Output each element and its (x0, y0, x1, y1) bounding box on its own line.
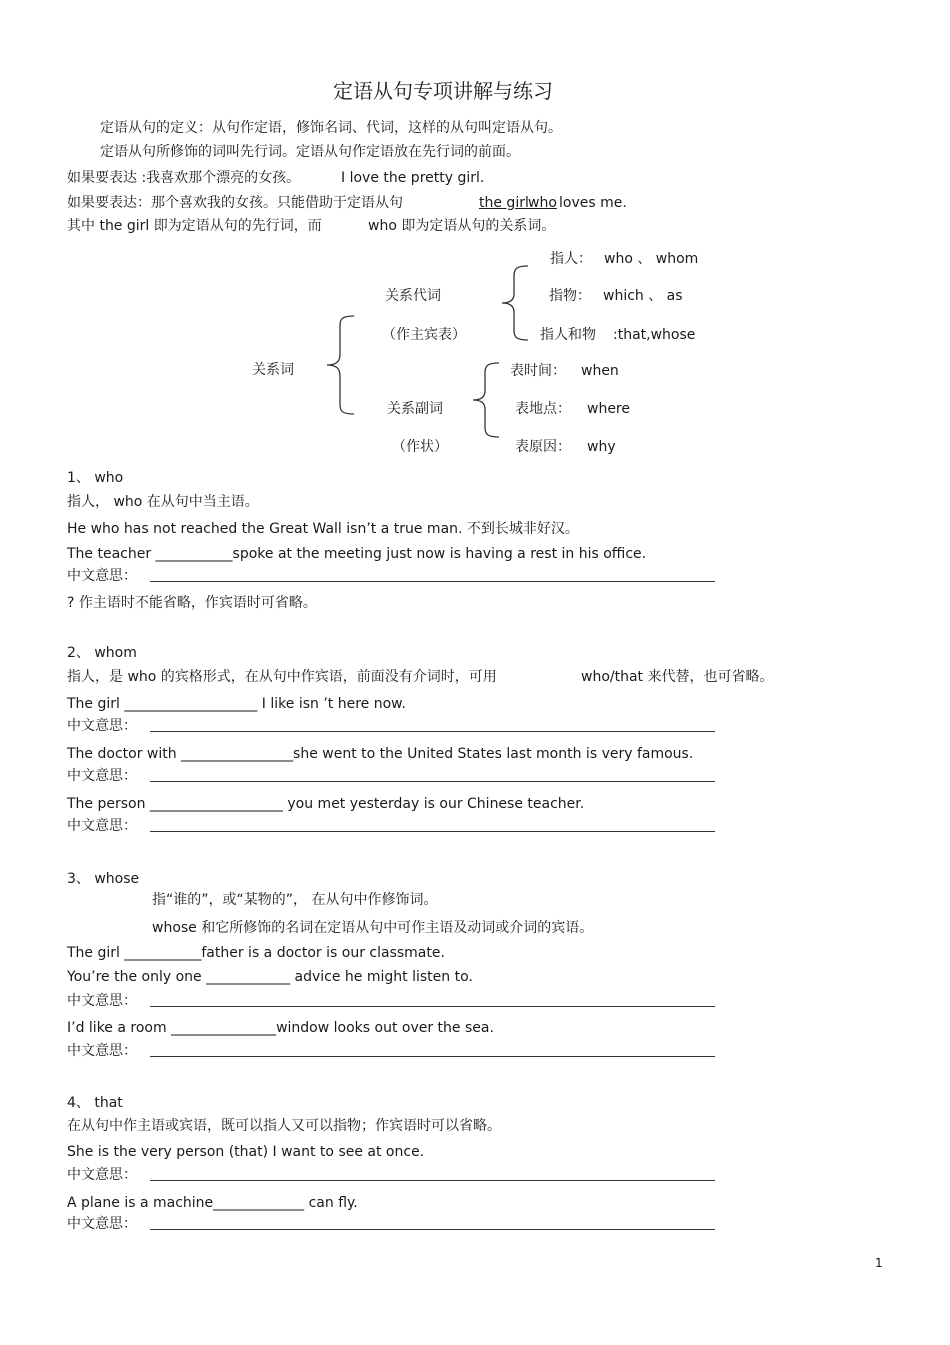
section3-rule1: 指“谁的”，或“某物的”， 在从句中作修饰词。 (152, 892, 438, 908)
section3-exercise3: I’d like a room _______________window looks out over the sea. (67, 1020, 494, 1036)
diagram-pron-role: （作主宾表） (382, 327, 466, 343)
section4-heading: 4、 that (67, 1095, 123, 1111)
section1-heading: 1、 who (67, 470, 124, 486)
section2-exercise2: The doctor with ________________she went to the United States last month is very famous. (67, 746, 694, 762)
section4-exercise2: A plane is a machine_____________ can fly. (67, 1195, 358, 1211)
answer-line[interactable] (150, 1006, 715, 1007)
answer-line[interactable] (150, 781, 715, 782)
explain-a: 其中 the girl 即为定语从句的先行词，而 (67, 218, 322, 234)
zh-label: 中文意思： (67, 1167, 137, 1183)
adv-item-value: where (587, 401, 630, 417)
pron-item-value: :that,whose (613, 327, 696, 343)
example2-girl: the girl (479, 195, 529, 211)
diagram-adv-role: （作状） (392, 439, 448, 455)
example2-end: loves me. (559, 195, 627, 211)
answer-line[interactable] (150, 1180, 715, 1181)
adv-item-key: 表地点： (515, 401, 571, 417)
section2-exercise1: The girl ___________________ I like isn ’t here now. (67, 696, 406, 712)
diagram-pron-label: 关系代词 (385, 288, 441, 304)
page-number: 1 (875, 1256, 883, 1270)
example2-zh: 如果要表达：那个喜欢我的女孩。只能借助于定语从句 (67, 195, 403, 211)
adv-item-value: when (581, 363, 619, 379)
example1-zh: 如果要表达 :我喜欢那个漂亮的女孩。 (67, 170, 301, 186)
section1-rule: 指人， who 在从句中当主语。 (67, 494, 259, 510)
diagram-root: 关系词 (252, 362, 294, 378)
brace-pron-icon (496, 264, 532, 342)
answer-line[interactable] (150, 1229, 715, 1230)
zh-label: 中文意思： (67, 993, 137, 1009)
example1-en: I love the pretty girl. (341, 170, 485, 186)
pron-item-key: 指人： (550, 251, 592, 267)
example2-who: who (528, 195, 557, 211)
section3-rule2: whose 和它所修饰的名词在定语从句中可作主语及动词或介词的宾语。 (152, 920, 594, 936)
adv-item-key: 表时间： (510, 363, 566, 379)
zh-label: 中文意思： (67, 1216, 137, 1232)
section3-exercise2: You’re the only one ____________ advice he might listen to. (67, 969, 473, 985)
page-title: 定语从句专项讲解与练习 (333, 79, 553, 103)
brace-adv-icon (467, 361, 503, 439)
section1-note: ? 作主语时不能省略，作宾语时可省略。 (67, 595, 317, 611)
answer-line[interactable] (150, 581, 715, 582)
answer-line[interactable] (150, 731, 715, 732)
pron-item-key: 指人和物 (540, 327, 596, 343)
section2-exercise3: The person ___________________ you met yesterday is our Chinese teacher. (67, 796, 585, 812)
adv-item-key: 表原因： (515, 439, 571, 455)
zh-label: 中文意思： (67, 768, 137, 784)
pron-item-value: who 、 whom (604, 251, 699, 267)
section1-example: He who has not reached the Great Wall isn’t a true man. 不到长城非好汉。 (67, 521, 579, 537)
pron-item-value: which 、 as (603, 288, 683, 304)
section3-exercise1: The girl ___________father is a doctor is our classmate. (67, 945, 445, 961)
section4-exercise1: She is the very person (that) I want to see at once. (67, 1144, 425, 1160)
antecedent-text: 定语从句所修饰的词叫先行词。定语从句作定语放在先行词的前面。 (100, 144, 520, 160)
zh-label: 中文意思： (67, 818, 137, 834)
definition-text: 定语从句的定义：从句作定语，修饰名词、代词，这样的从句叫定语从句。 (100, 120, 562, 136)
answer-line[interactable] (150, 1056, 715, 1057)
section1-exercise: The teacher ___________spoke at the meeting just now is having a rest in his office. (67, 546, 647, 562)
zh-label: 中文意思： (67, 1043, 137, 1059)
answer-line[interactable] (150, 831, 715, 832)
section3-heading: 3、 whose (67, 871, 140, 887)
section2-rule-a: 指人，是 who 的宾格形式，在从句中作宾语，前面没有介词时，可用 (67, 669, 497, 685)
section2-heading: 2、 whom (67, 645, 137, 661)
zh-label: 中文意思： (67, 718, 137, 734)
zh-label: 中文意思： (67, 568, 137, 584)
section4-rule: 在从句中作主语或宾语，既可以指人又可以指物；作宾语时可以省略。 (67, 1118, 501, 1134)
pron-item-key: 指物： (549, 288, 591, 304)
adv-item-value: why (587, 439, 616, 455)
section2-rule-b: who/that 来代替，也可省略。 (581, 669, 774, 685)
diagram-adv-label: 关系副词 (387, 401, 443, 417)
explain-b: who 即为定语从句的关系词。 (368, 218, 556, 234)
brace-root-icon (322, 314, 358, 416)
